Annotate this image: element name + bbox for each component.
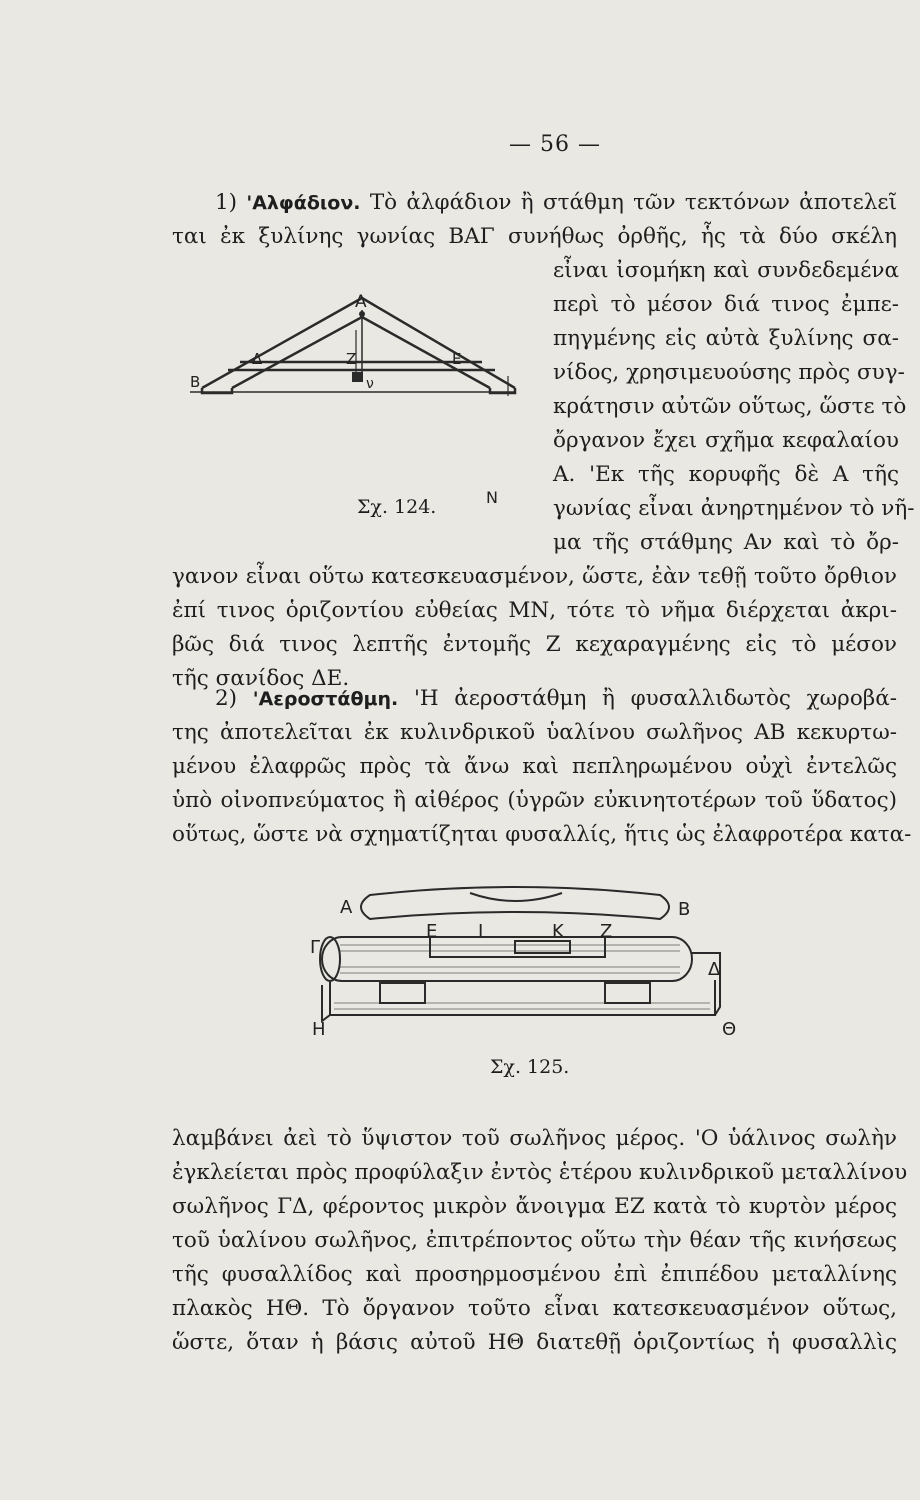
label-A: Α [355,292,367,312]
metal-casing [322,937,692,981]
figure-125-caption: Σχ. 125. [490,1056,570,1078]
text-line: βῶς διά τινος λεπτῆς ἐντομῆς Ζ κεχαραγμένης εἰς τὸ μέσον [172,632,897,657]
line-text: 'Η ἀεροστάθμη ἢ φυσαλλιδωτὸς χωροβά- [413,686,897,711]
text-line: γωνίας εἶναι ἀνηρτημένον τὸ νῆ- [553,496,915,521]
page-number: — 56 — [509,132,601,157]
label-D: Δ [252,350,263,368]
figure-125 [300,875,750,1085]
text-line: ὄργανον ἔχει σχῆμα κεφαλαίου [553,428,899,453]
text-line: τῆς σανίδος ΔΕ. [172,666,350,691]
text-line: κράτησιν αὐτῶν οὕτως, ὥστε τὸ [553,394,907,419]
label-nu: ν [366,376,374,392]
section-heading: 'Αλφάδιον. [246,192,361,214]
figure-124 [190,270,530,520]
label-E: Ε [426,921,438,942]
label-Z: Ζ [346,350,357,368]
figure-124-caption: Σχ. 124. [357,496,437,518]
text-line [215,188,897,218]
text-line: νίδος, χρησιμευούσης πρὸς συγ- [553,360,905,385]
text-line: σωλῆνος ΓΔ, φέροντος μικρὸν ἄνοιγμα ΕΖ κατὰ τὸ κυρτὸν μέρος [172,1194,897,1219]
text-line: ται ἐκ ξυλίνης γωνίας ΒΑΓ συνήθως ὀρθῆς, ἧς τὰ δύο σκέλη [172,224,897,249]
label-Z: Ζ [600,921,613,942]
text-line: ἐπί τινος ὁριζοντίου εὐθείας ΜΝ, τότε τὸ νῆμα διέρχεται ἀκρι- [172,598,897,623]
label-A: Α [340,897,353,918]
label-I: Ι [478,921,484,942]
section-heading: 'Αεροστάθμη. [252,688,399,710]
item-number: 1) [215,190,238,215]
line-text: Τὸ ἀλφάδιον ἢ στάθμη τῶν τεκτόνων ἀποτελεῖ [369,190,897,215]
text-line: μένου ἐλαφρῶς πρὸς τὰ ἄνω καὶ πεπληρωμένου οὐχὶ ἐντελῶς [172,754,897,779]
text-line [215,684,897,714]
text-line: τῆς φυσαλλίδος καὶ προσηρμοσμένου ἐπὶ ἐπιπέδου μεταλλίνης [172,1262,897,1287]
text-line: ὑπὸ οἰνοπνεύματος ἢ αἰθέρος (ὑγρῶν εὐκινητοτέρων τοῦ ὕδατος) [172,788,897,813]
label-E: Ε [452,350,462,368]
label-K: Κ [552,921,564,942]
text-line: γανον εἶναι οὕτω κατεσκευασμένον, ὥστε, ἐὰν τεθῇ τοῦτο ὄρθιον [172,564,897,589]
text-line: ὥστε, ὅταν ἡ βάσις αὐτοῦ ΗΘ διατεθῇ ὁριζοντίως ἡ φυσαλλὶς [172,1330,897,1355]
text-line: εἶναι ἰσομήκη καὶ συνδεδεμένα [553,258,899,283]
text-line: μα τῆς στάθμης Αν καὶ τὸ ὄρ- [553,530,899,555]
text-line: λαμβάνει ἀεὶ τὸ ὕψιστον τοῦ σωλῆνος μέρος. 'Ο ὑάλινος σωλὴν [172,1126,897,1151]
text-line: τοῦ ὑαλίνου σωλῆνος, ἐπιτρέποντος οὕτω τὴν θέαν τῆς κινήσεως [172,1228,897,1253]
glass-tube [361,887,669,919]
text-line: πλακὸς ΗΘ. Τὸ ὄργανον τοῦτο εἶναι κατεσκευασμένον οὕτως, [172,1296,897,1321]
label-B: Β [678,899,691,920]
text-line: οὕτως, ὥστε νὰ σχηματίζηται φυσαλλίς, ἥτις ὡς ἐλαφροτέρα κατα- [172,822,912,847]
text-line: της ἀποτελεῖται ἐκ κυλινδρικοῦ ὑαλίνου σωλῆνος ΑΒ κεκυρτω- [172,720,897,745]
item-number: 2) [215,686,238,711]
text-line: πηγμένης εἰς αὐτὰ ξυλίνης σα- [553,326,899,351]
base-plate [330,980,715,1015]
label-H: Η [312,1019,326,1040]
text-line: Α. 'Εκ τῆς κορυφῆς δὲ Α τῆς [553,462,899,487]
label-B: Β [190,373,201,391]
label-N: Ν [486,488,498,507]
text-line: περὶ τὸ μέσον διά τινος ἐμπε- [553,292,899,317]
label-D: Δ [708,959,721,980]
text-line: ἐγκλείεται πρὸς προφύλαξιν ἐντὸς ἑτέρου κυλινδρικοῦ μεταλλίνου [172,1160,908,1185]
label-TH: Θ [722,1019,737,1040]
label-G: Γ [310,937,321,958]
